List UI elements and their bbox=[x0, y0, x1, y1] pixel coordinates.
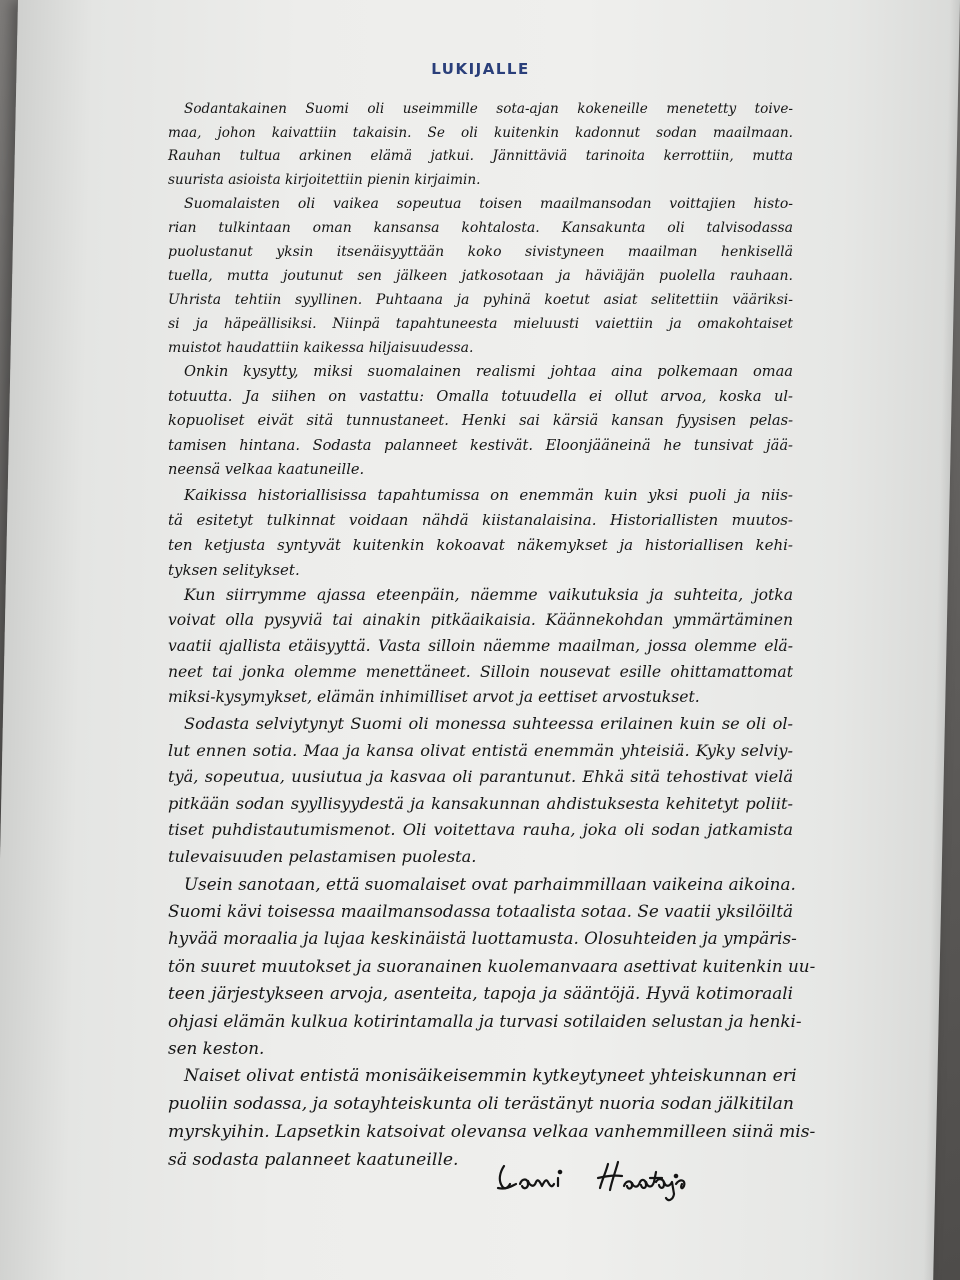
text-line: tyksen selitykset. bbox=[168, 560, 300, 579]
text-line: Suomi kävi toisessa maailmansodassa totaalista sotaa. Se vaatii yksilöiltä bbox=[168, 900, 793, 921]
text-line: Naiset olivat entistä monisäikeisemmin kytkeytyneet yhteiskunnan eri bbox=[184, 1066, 797, 1087]
text-line: voivat olla pysyviä tai ainakin pitkäaikaisia. Käännekohdan ymmärtäminen bbox=[168, 611, 793, 630]
text-line: teen järjestykseen arvoja, asenteita, tapoja ja sääntöjä. Hyvä kotimoraali bbox=[168, 983, 793, 1004]
text-line: Onkin kysytty, miksi suomalainen realismi johtaa aina polkemaan omaa bbox=[184, 363, 793, 380]
text-line: rian tulkintaan oman kansansa kohtalosta. Kansakunta oli talvisodassa bbox=[168, 220, 793, 236]
text-line: si ja häpeällisiksi. Niinpä tapahtuneesta mieluusti vaiettiin ja omakohtaiset bbox=[168, 316, 793, 332]
text-line: hyvää moraalia ja lujaa keskinäistä luottamusta. Olosuhteiden ja ympäris- bbox=[168, 928, 797, 949]
page-content bbox=[168, 60, 816, 1174]
text-line: tiset puhdistautumismenot. Oli voitettava rauha, joka oli sodan jatkamista bbox=[168, 820, 793, 840]
text-line: myrskyihin. Lapsetkin katsoivat olevansa velkaa vanhemmilleen siinä mis- bbox=[168, 1122, 816, 1143]
paragraph-1 bbox=[168, 98, 793, 192]
body-text bbox=[168, 98, 816, 1174]
text-line: tä esitetyt tulkinnat voidaan nähdä kiistanalaisina. Historiallisten muutos- bbox=[168, 510, 793, 529]
text-line: tamisen hintana. Sodasta palanneet kestivät. Eloonjääneinä he tunsivat jää- bbox=[168, 436, 793, 454]
text-line: Sodantakainen Suomi oli useimmille sota-ajan kokeneille menetetty toive- bbox=[184, 101, 793, 117]
author-signature bbox=[490, 1148, 790, 1208]
text-line: muistot haudattiin kaikessa hiljaisuudessa. bbox=[168, 340, 474, 356]
text-line: neensä velkaa kaatuneille. bbox=[168, 461, 365, 478]
paragraph-5 bbox=[168, 583, 793, 712]
text-line: Usein sanotaan, että suomalaiset ovat parhaimmillaan vaikeina aikoina. bbox=[184, 873, 796, 894]
paragraph-7 bbox=[168, 871, 816, 1063]
text-line: Kaikissa historiallisissa tapahtumissa on enemmän kuin yksi puoli ja niis- bbox=[184, 485, 793, 504]
text-line: sä sodasta palanneet kaatuneille. bbox=[168, 1150, 459, 1171]
text-line: totuutta. Ja siihen on vastattu: Omalla totuudella ei ollut arvoa, koska ul- bbox=[168, 387, 793, 405]
text-line: Kun siirrymme ajassa eteenpäin, näemme vaikutuksia ja suhteita, jotka bbox=[184, 585, 793, 604]
text-line: Suomalaisten oli vaikea sopeutua toisen maailmansodan voittajien histo- bbox=[184, 196, 793, 212]
text-line: Sodasta selviytynyt Suomi oli monessa suhteessa erilainen kuin se oli ol- bbox=[184, 714, 793, 734]
paragraph-2 bbox=[168, 192, 793, 360]
text-line: tuella, mutta joutunut sen jälkeen jatkosotaan ja häviäjän puolella rauhaan. bbox=[168, 268, 793, 284]
text-line: neet tai jonka olemme menettäneet. Silloin nousevat esille ohittamattomat bbox=[168, 662, 793, 681]
text-line: pitkään sodan syyllisyydestä ja kansakunnan ahdistuksesta kehitetyt poliit- bbox=[168, 793, 793, 813]
paragraph-6 bbox=[168, 711, 793, 871]
text-line: puoliin sodassa, ja sotayhteiskunta oli terästänyt nuoria sodan jälkitilan bbox=[168, 1094, 794, 1115]
page-heading: LUKIJALLE bbox=[431, 60, 530, 78]
text-line: suurista asioista kirjoitettiin pienin kirjaimin. bbox=[168, 171, 481, 188]
text-line: tyä, sopeutua, uusiutua ja kasvaa oli parantunut. Ehkä sitä tehostivat vielä bbox=[168, 767, 793, 787]
text-line: puolustanut yksin itsenäisyyttään koko sivistyneen maailman henkisellä bbox=[168, 244, 793, 260]
text-line: sen keston. bbox=[168, 1038, 265, 1059]
text-line: ten ketjusta syntyvät kuitenkin kokoavat näkemykset ja historiallisen kehi- bbox=[168, 535, 793, 554]
text-line: tön suuret muutokset ja suoranainen kuolemanvaara asettivat kuitenkin uu- bbox=[168, 955, 816, 976]
text-line: maa, johon kaivattiin takaisin. Se oli kuitenkin kadonnut sodan maailmaan. bbox=[168, 124, 793, 141]
text-line: Uhrista tehtiin syyllinen. Puhtaana ja pyhinä koetut asiat selitettiin vääriksi- bbox=[168, 292, 793, 308]
text-line: miksi-kysymykset, elämän inhimilliset arvot ja eettiset arvostukset. bbox=[168, 688, 700, 707]
text-line: vaatii ajallista etäisyyttä. Vasta silloin näemme maailman, jossa olemme elä- bbox=[168, 636, 793, 655]
paragraph-3 bbox=[168, 360, 793, 483]
paragraph-4 bbox=[168, 483, 793, 583]
text-line: tulevaisuuden pelastamisen puolesta. bbox=[168, 846, 477, 866]
text-line: ohjasi elämän kulkua kotirintamalla ja turvasi sotilaiden selustan ja henki- bbox=[168, 1010, 802, 1031]
text-line: Rauhan tultua arkinen elämä jatkui. Jännittäviä tarinoita kerrottiin, mutta bbox=[168, 148, 793, 164]
text-line: kopuoliset eivät sitä tunnustaneet. Henki sai kärsiä kansan fyysisen pelas- bbox=[168, 412, 793, 429]
text-line: lut ennen sotia. Maa ja kansa olivat entistä enemmän yhteisiä. Kyky selviy- bbox=[168, 740, 793, 760]
